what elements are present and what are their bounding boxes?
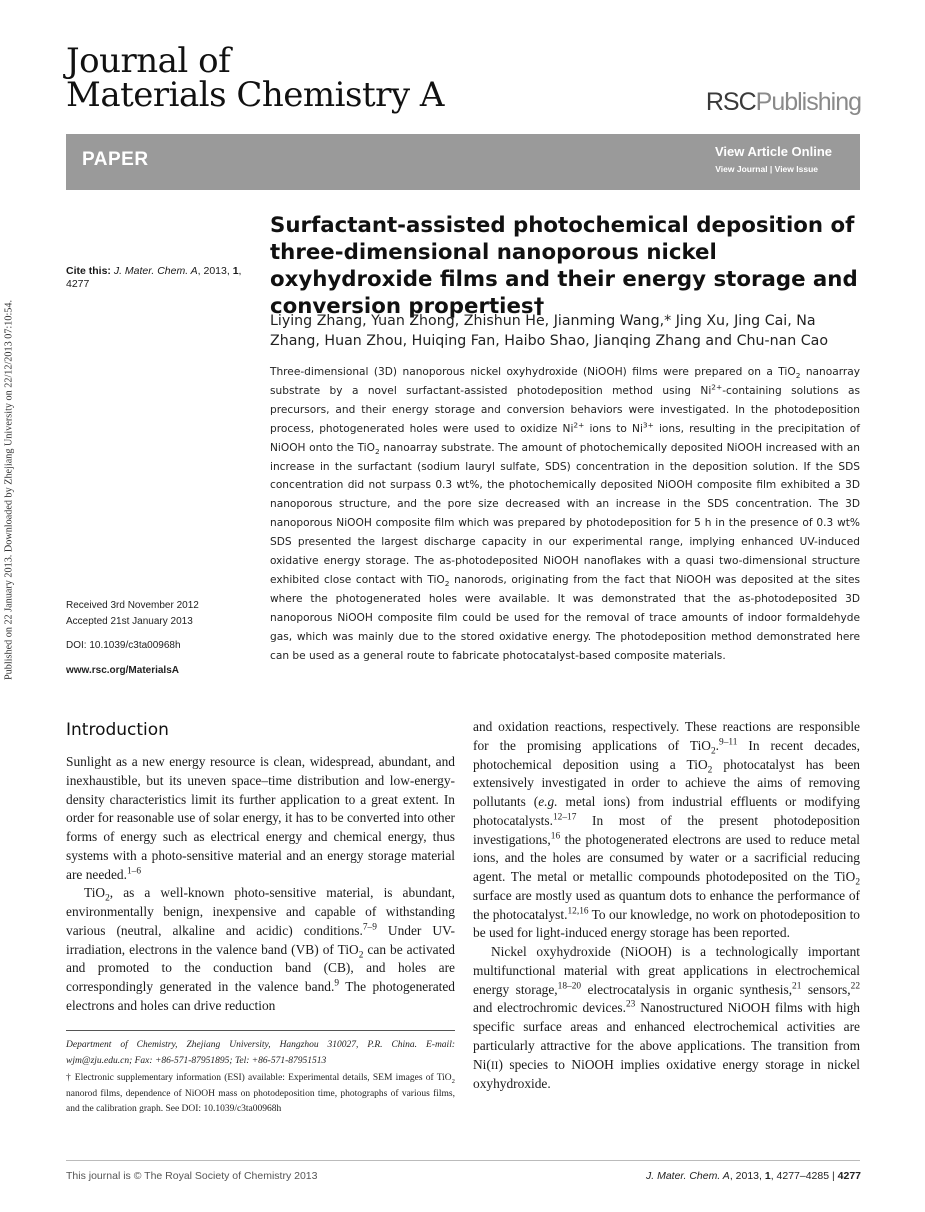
footer-year: , 2013, bbox=[729, 1170, 765, 1182]
subscript: 2 bbox=[710, 746, 716, 757]
abstract-text: nanorods, originating from the fact that NiOOH was deposited at the sites where the photogenerated holes were available. It was demonstrated that the as-photodeposited 3D nanoporous NiOOH composite film could be used for the removal of trace amounts of indoor formaldehyde gas, which was mainly due to the stored oxidative energy. The photodeposition method demonstrated here can be used as a general route to fabricate photocatalyst-based composite materials. bbox=[270, 573, 860, 662]
paragraph-text: and electrochromic devices. bbox=[473, 1000, 626, 1016]
footer-citation bbox=[646, 1170, 861, 1182]
paragraph-text: . bbox=[715, 737, 720, 753]
footer-journal: J. Mater. Chem. A bbox=[645, 1170, 730, 1182]
view-journal-link[interactable]: View Journal bbox=[715, 164, 768, 174]
paragraph-text: electrocatalysis in organic synthesis, bbox=[581, 981, 793, 997]
view-issue-link[interactable]: View Issue bbox=[774, 164, 818, 174]
citation-ref[interactable]: 18–20 bbox=[557, 981, 582, 992]
citation-ref[interactable]: 12–17 bbox=[552, 812, 577, 823]
doi[interactable]: DOI: 10.1039/c3ta00968h bbox=[66, 640, 181, 651]
paragraph-text-continued: The photogenerated electrons and holes can drive reduction bbox=[66, 979, 455, 1013]
view-links bbox=[715, 164, 818, 174]
subscript: 2 bbox=[105, 893, 110, 904]
affiliation-footnote: Department of Chemistry, Zhejiang University, Hangzhou 310027, P.R. China. E-mail: wjm@zju.edu.cn; Fax: +86-571-87951895; Tel: +86-571-87951513 bbox=[66, 1040, 455, 1066]
citation bbox=[66, 265, 256, 291]
paragraph-text: surface are mostly used as quantum dots to enhance the performance of the photocatalyst. bbox=[473, 887, 860, 922]
intro-column-right bbox=[473, 718, 860, 1094]
citation-ref[interactable]: 22 bbox=[850, 981, 860, 992]
abstract-text: nanoarray substrate. The amount of photochemically deposited NiOOH increased with an increase in the surfactant (sodium lauryl sulfate, SDS) concentration in the deposition solution. If the SDS concentration did not surpass 0.3 wt%, the photochemically deposited NiOOH composite film exhibited a 3D nanoporous structure, and the pore size decreased with an increase in the SDS concentration. The 3D nanoporous NiOOH composite film which was prepared by photodeposition for 5 h in the presence of 0.3 wt% SDS presented the largest discharge capacity in our experimental range, implying enhanced UV-induced oxidative energy storage. The as-photodeposited NiOOH nanoflakes with a quasi two-dimensional structure exhibited close contact with TiO bbox=[270, 441, 861, 586]
cite-label: Cite this: bbox=[66, 265, 111, 277]
article-type-label: PAPER bbox=[82, 149, 149, 170]
subscript: 2 bbox=[707, 765, 713, 776]
rsc-logo-publishing: Publishing bbox=[755, 88, 861, 116]
abstract-subscript: 2 bbox=[444, 579, 450, 589]
subscript: 2 bbox=[451, 1077, 455, 1085]
abstract-superscript: 3+ bbox=[642, 420, 654, 430]
rsc-logo-rsc: RSC bbox=[705, 88, 756, 116]
paragraph-text: the photogenerated electrons are used to reduce metal ions, and the holes are consumed by water or a sacrificial reducing agent. The metal or metallic compounds photodeposited on the TiO bbox=[473, 831, 860, 884]
citation-ref[interactable]: 1–6 bbox=[126, 866, 142, 877]
paragraph-text: and oxidation reactions, respectively. These reactions are responsible for the promising applications of TiO bbox=[473, 719, 860, 753]
italic-text: e.g. bbox=[538, 794, 558, 809]
citation-ref[interactable]: 9 bbox=[334, 978, 339, 989]
footnote-divider bbox=[66, 1030, 455, 1031]
article-title: Surfactant-assisted photochemical deposition of three-dimensional nanoporous nickel oxyhydroxide films and their energy storage and conversion properties† bbox=[270, 213, 858, 319]
journal-title-line2: Materials Chemistry A bbox=[66, 75, 444, 115]
subscript: 2 bbox=[855, 877, 860, 888]
journal-url[interactable]: www.rsc.org/MaterialsA bbox=[66, 665, 179, 676]
article-banner bbox=[66, 134, 860, 190]
footnote-text: † Electronic supplementary information (ESI) available: Experimental details, SEM images of TiO bbox=[66, 1073, 452, 1083]
cite-volume: 1 bbox=[232, 265, 239, 277]
paragraph-text: photocatalyst has been extensively investigated in order to achieve the aims of removing pollutants ( bbox=[473, 756, 861, 809]
intro-paragraph-1 bbox=[66, 753, 455, 884]
article-dates bbox=[66, 598, 199, 629]
citation-ref[interactable]: 12,16 bbox=[567, 906, 589, 917]
intro-paragraph-2 bbox=[66, 884, 455, 1015]
paragraph-text: Sunlight as a new energy resource is clean, widespread, abundant, and inexhaustible, but its uneven space–time distribution and low-energy-density characteristics limit its further application to a great extent. In order for reasonable use of solar energy, it has to be converted into other forms of energy such as electrical energy and chemical energy, thus systems with a photo-sensitive material and an energy storage material are needed. bbox=[66, 754, 455, 882]
journal-title-line1: Journal of bbox=[66, 41, 231, 81]
paragraph-text: metal ions) from industrial effluents or modifying photocatalysts. bbox=[473, 794, 861, 828]
cite-year: , 2013, bbox=[197, 265, 233, 277]
intro-column-left bbox=[66, 753, 455, 1016]
citation-ref[interactable]: 7–9 bbox=[362, 922, 377, 933]
view-links-separator: | bbox=[767, 164, 775, 174]
footer-copyright: This journal is © The Royal Society of Chemistry 2013 bbox=[66, 1170, 318, 1182]
roman-numeral: II bbox=[490, 1059, 499, 1072]
abstract-subscript: 2 bbox=[795, 371, 801, 381]
paragraph-text: In most of the present photodeposition investigations, bbox=[473, 812, 860, 847]
paragraph-text: can be activated and promoted to the conduction band (CB), and holes are correspondingly generated in the valence band. bbox=[66, 941, 455, 994]
citation-ref[interactable]: 21 bbox=[792, 981, 802, 992]
footnotes bbox=[66, 1038, 455, 1120]
paragraph-text: , as a well-known photo-sensitive material, is abundant, environmentally benign, inexpensive and capable of withstanding various (neutral, alkaline and acidic) conditions. bbox=[66, 885, 455, 938]
paragraph-text: Nickel oxyhydroxide (NiOOH) is a technologically important multifunctional material with great applications in electrochemical energy storage, bbox=[473, 944, 860, 997]
footer-divider bbox=[66, 1160, 860, 1161]
abstract bbox=[270, 363, 860, 666]
accepted-date: Accepted 21st January 2013 bbox=[66, 615, 193, 627]
cite-journal: J. Mater. Chem. A bbox=[113, 265, 198, 277]
paragraph-text: TiO bbox=[84, 885, 106, 901]
abstract-superscript: 2+ bbox=[573, 420, 585, 430]
footnote-text: nanorod films, dependence of NiOOH mass on photodeposition time, photographs of various films, and the calibration graph. See DOI: 10.1039/c3ta00968h bbox=[66, 1088, 455, 1114]
author-list: Liying Zhang, Yuan Zhong, Zhishun He, Jianming Wang,* Jing Xu, Jing Cai, Na Zhang, Huan Zhou, Huiqing Fan, Haibo Shao, Jianqing Zhang and Chu-nan Cao bbox=[270, 313, 829, 349]
abstract-superscript: 2+ bbox=[711, 382, 723, 392]
rsc-publishing-logo[interactable] bbox=[706, 88, 861, 117]
footer-pages: , 4277–4285 | bbox=[770, 1170, 838, 1182]
intro-paragraph-3 bbox=[473, 943, 860, 1094]
paragraph-text: sensors, bbox=[801, 981, 851, 997]
download-stamp bbox=[2, 240, 16, 740]
download-stamp-text: Published on 22 January 2013. Downloaded by Zhejiang University on 22/12/2013 07:10:54. bbox=[3, 299, 15, 681]
citation-ref[interactable]: 9–11 bbox=[719, 737, 738, 748]
citation-ref[interactable]: 16 bbox=[550, 831, 561, 842]
subscript: 2 bbox=[358, 950, 364, 961]
esi-footnote bbox=[66, 1071, 455, 1118]
journal-title[interactable] bbox=[66, 41, 444, 115]
paragraph-text: Under UV-irradiation, electrons in the valence band (VB) of TiO bbox=[66, 922, 455, 957]
paragraph-text: Nanostructured NiOOH films with high specific surface areas and enhanced electrochemical activities are particularly attractive for the above applications. The transition from Ni( bbox=[473, 1000, 861, 1072]
section-heading-introduction: Introduction bbox=[66, 720, 169, 740]
citation-ref[interactable]: 23 bbox=[625, 999, 636, 1010]
abstract-text: ions to Ni bbox=[584, 422, 643, 435]
cite-page: , 4277 bbox=[66, 265, 242, 290]
abstract-text: Three-dimensional (3D) nanoporous nickel oxyhydroxide (NiOOH) films were prepared on a TiO bbox=[270, 366, 796, 378]
paragraph-text: To our knowledge, no work on photodeposition to be used for light-induced energy storage has been reported. bbox=[473, 906, 861, 941]
received-date: Received 3rd November 2012 bbox=[66, 600, 199, 611]
abstract-text: -containing solutions as precursors, and their energy storage and conversion behaviors were investigated. In the photodeposition process, photogenerated holes were used to oxidize Ni bbox=[270, 384, 860, 435]
intro-paragraph-2-continued bbox=[473, 718, 860, 943]
footer-volume: 1 bbox=[764, 1170, 771, 1182]
footer-page-number: 4277 bbox=[837, 1170, 861, 1182]
abstract-subscript: 2 bbox=[374, 446, 380, 456]
paragraph-text: ) species to NiOOH implies oxidative energy storage in nickel oxyhydroxide. bbox=[473, 1056, 860, 1092]
abstract-text: nanoarray substrate by a novel surfactant-assisted photodeposition method using Ni bbox=[270, 366, 861, 397]
view-article-online-link[interactable]: View Article Online bbox=[714, 144, 832, 159]
paragraph-text: In recent decades, photochemical deposition using a TiO bbox=[473, 737, 860, 772]
abstract-text: ions, resulting in the precipitation of NiOOH onto the TiO bbox=[270, 422, 861, 454]
